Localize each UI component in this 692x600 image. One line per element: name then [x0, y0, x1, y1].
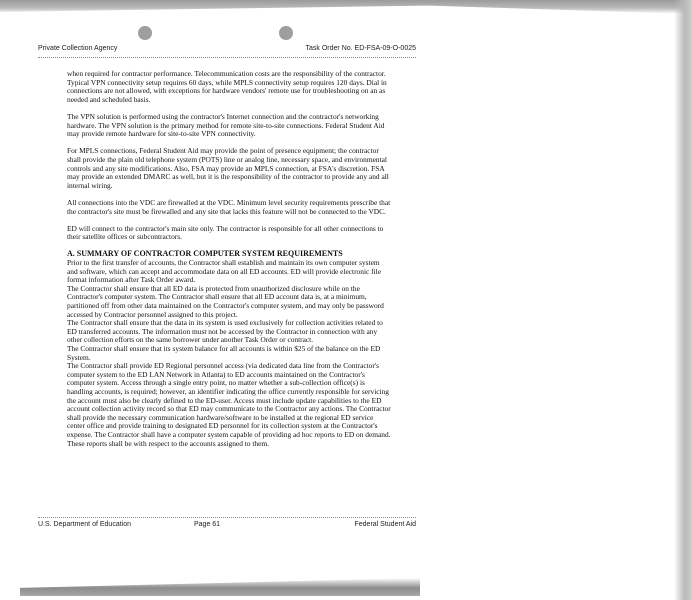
header-task-order: Task Order No. ED-FSA-09-O-0025: [305, 45, 416, 52]
footer-office: Federal Student Aid: [354, 521, 416, 528]
punch-hole-left: [138, 26, 152, 40]
punch-hole-right: [279, 26, 293, 40]
section-paragraph: The Contractor shall ensure that all ED data is protected from unauthorized disclosure while on the Contractor's computer system. The Contractor shall ensure that all ED account data is, at a minimum, partitioned off from other data maintained on the Contractor's computer system, and may only be password accessed by Contractor personnel assigned to this project.: [67, 283, 384, 319]
section-paragraph: The Contractor shall ensure that the data in its system is used exclusively for collection activities related to ED transferred accounts. The information must not be accessed by the Contractor in connection with any other collection efforts on the same borrower under another Task Order or contract.: [67, 318, 383, 345]
section-paragraph: The Contractor shall ensure that its system balance for all accounts is within $25 of the balance on the ED System.: [67, 344, 381, 362]
section-heading: A. SUMMARY OF CONTRACTOR COMPUTER SYSTEM REQUIREMENTS: [67, 249, 343, 259]
footer-department: U.S. Department of Education: [38, 521, 131, 528]
footer-rule: [38, 517, 416, 518]
footer-page-number: Page 61: [194, 521, 221, 528]
scan-shadow-right: [674, 0, 692, 600]
section-paragraph: Prior to the first transfer of accounts, the Contractor shall establish and maintain its own computer system and software, which can accept and accommodate data on all ED accounts. ED will provide electronic file format information after Task Order award.: [67, 258, 381, 285]
scan-shadow-bottom: [20, 578, 420, 596]
paragraph: The VPN solution is performed using the contractor's Internet connection and the contractor's networking hardware. The VPN solution is the primary method for remote site-to-site connections. Federal Student Aid may provide remote hardware for site-to-site VPN connectivity.: [67, 111, 385, 139]
section-paragraph: The Contractor shall provide ED Regional personnel access (via dedicated data line from the Contractor's computer system to the ED LAN Network in Atlanta) to ED accounts maintained on the Contractor's computer system. Access through a single entry point, no matter whether a sub-collection office(s) is handling accounts, is required; however, an identifier indicating the office currently responsible for servicing the account must also be clearly defined to the ED-user. Access must include update capabilities to the ED account collection activity record so that ED may communicate to the Contractor any actions. The Contractor shall provide the necessary communication hardware/software to be installed at the regional ED service center office and provide training to designated ED personnel for its collection system at the Contractor's expense. The Contractor shall have a computer system capable of providing ad hoc reports to ED on demand. These reports shall be with respect to the accounts assigned to them.: [67, 361, 391, 448]
header-agency: Private Collection Agency: [38, 45, 118, 52]
header-rule: [38, 57, 416, 58]
paragraph: For MPLS connections, Federal Student Aid may provide the point of presence equipment; the contractor shall provide the plain old telephone system (POTS) line or analog line, necessary space, and environmental controls and any site modifications. Also, FSA may provide an MPLS connection, at FSA's discretion. FSA may provide an extended DMARC as well, but it is the responsibility of the contractor to provide any and all internal wiring.: [67, 146, 389, 190]
document-body: [67, 70, 392, 448]
scan-shadow-top: [0, 0, 692, 14]
paragraph: when required for contractor performance. Telecommunication costs are the responsibility of the contractor. Typical VPN connectivity setup requires 60 days, while MPLS connectivity setup requires 120 days. Dial in connections are not allowed, with exceptions for hardware vendors' remote use for troubleshooting on an as needed and scheduled basis.: [67, 69, 387, 104]
paragraph: ED will connect to the contractor's main site only. The contractor is responsible for all other connections to their satellite offices or subcontractors.: [67, 223, 384, 242]
paragraph: All connections into the VDC are firewalled at the VDC. Minimum level security requirements prescribe that the contractor's site must be firewalled and any site that lacks this feature will not be connected to the VDC.: [67, 197, 391, 216]
